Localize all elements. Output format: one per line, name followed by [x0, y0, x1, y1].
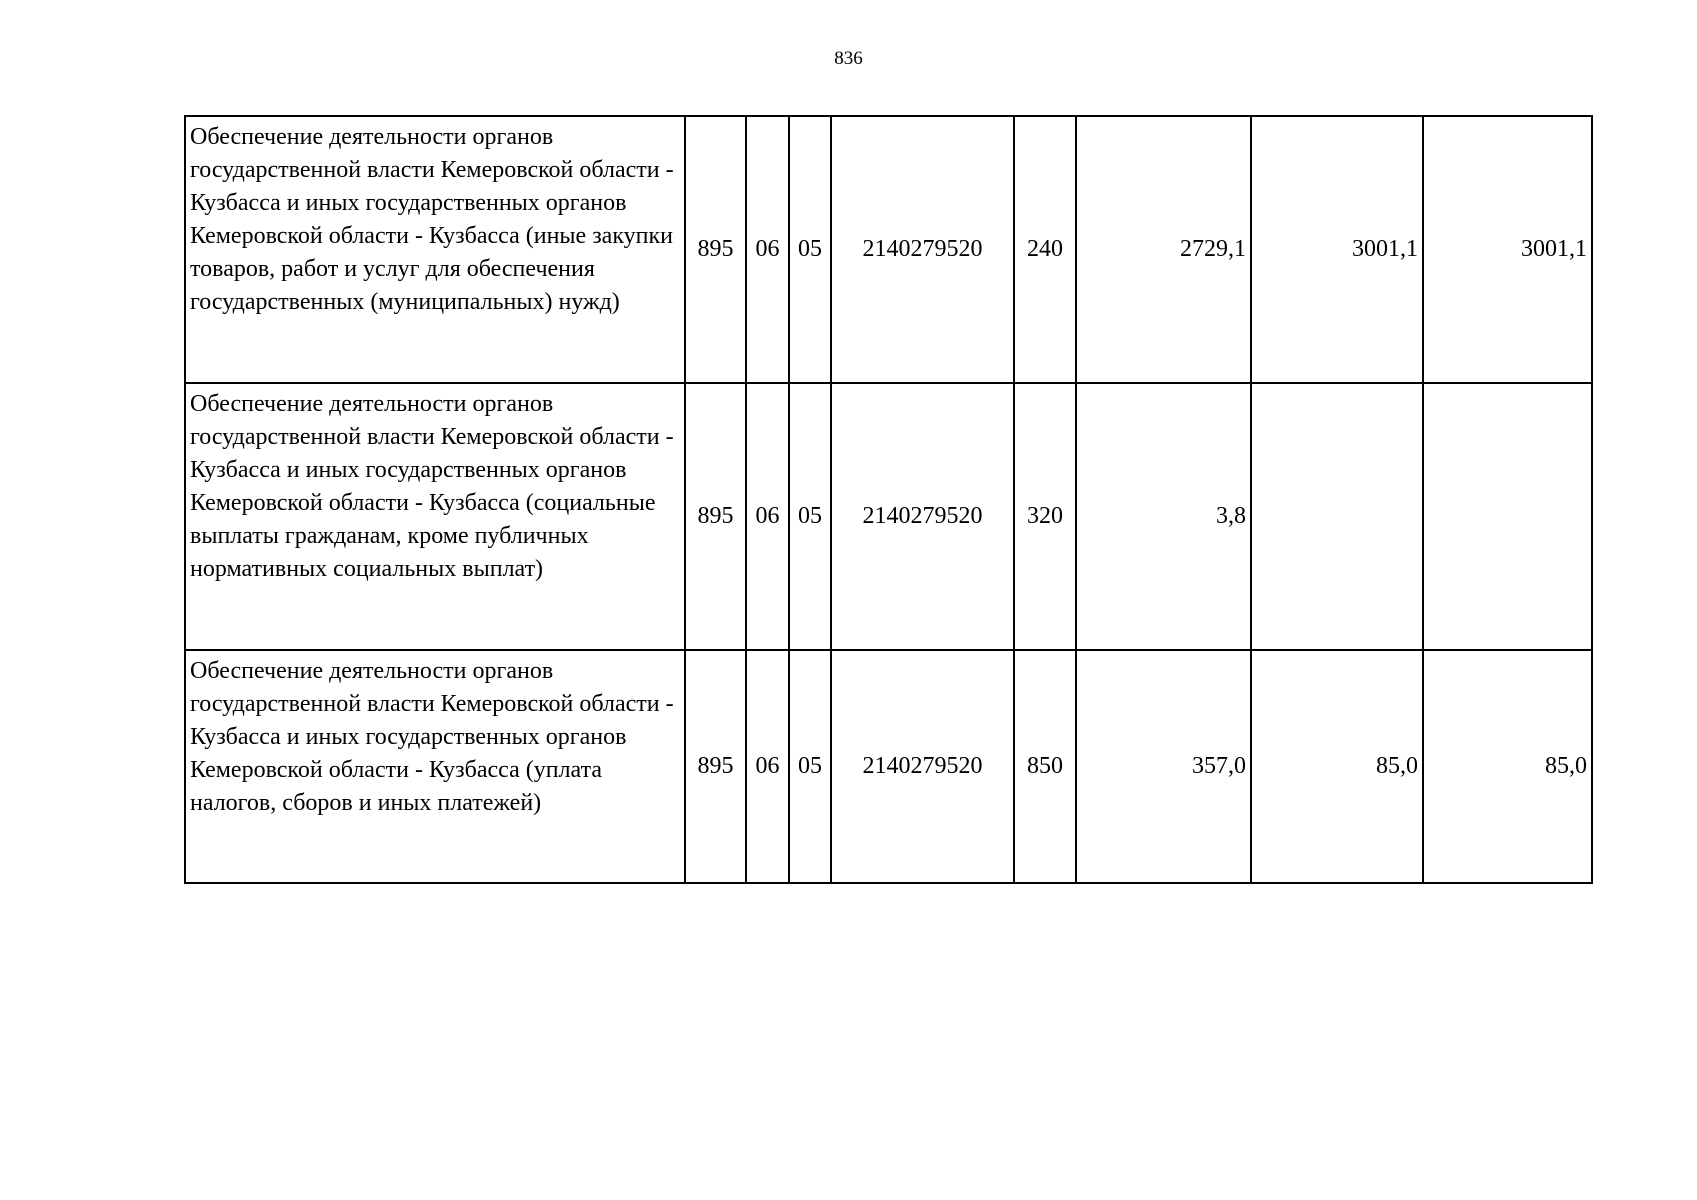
ministry-code: 895: [685, 650, 746, 883]
expense-type-code: 240: [1014, 116, 1076, 383]
subsection-code: 05: [789, 383, 831, 650]
amount-year-3: 3001,1: [1423, 116, 1592, 383]
page-number: 836: [834, 48, 863, 69]
row-description: Обеспечение деятельности органов государственной власти Кемеровской области - Кузбасса и иных государственных органов Кемеровской области - Кузбасса (уплата налогов, сборов и иных платежей): [185, 650, 685, 883]
target-article-code: 2140279520: [831, 650, 1014, 883]
target-article-code: 2140279520: [831, 383, 1014, 650]
subsection-code: 05: [789, 650, 831, 883]
amount-year-1: 3,8: [1076, 383, 1251, 650]
amount-year-2: [1251, 383, 1423, 650]
amount-year-2: 3001,1: [1251, 116, 1423, 383]
row-description: Обеспечение деятельности органов государственной власти Кемеровской области - Кузбасса и иных государственных органов Кемеровской области - Кузбасса (иные закупки товаров, работ и услуг для обеспечения государственных (муниципальных) нужд): [185, 116, 685, 383]
section-code: 06: [746, 116, 789, 383]
amount-year-2: 85,0: [1251, 650, 1423, 883]
ministry-code: 895: [685, 383, 746, 650]
expense-type-code: 320: [1014, 383, 1076, 650]
table-row: [185, 383, 1592, 650]
amount-year-3: [1423, 383, 1592, 650]
expense-type-code: 850: [1014, 650, 1076, 883]
budget-table: [184, 115, 1593, 884]
ministry-code: 895: [685, 116, 746, 383]
amount-year-3: 85,0: [1423, 650, 1592, 883]
table-row: [185, 650, 1592, 883]
amount-year-1: 2729,1: [1076, 116, 1251, 383]
section-code: 06: [746, 383, 789, 650]
subsection-code: 05: [789, 116, 831, 383]
target-article-code: 2140279520: [831, 116, 1014, 383]
row-description: Обеспечение деятельности органов государственной власти Кемеровской области - Кузбасса и иных государственных органов Кемеровской области - Кузбасса (социальные выплаты гражданам, кроме публичных нормативных социальных выплат): [185, 383, 685, 650]
section-code: 06: [746, 650, 789, 883]
table-row: [185, 116, 1592, 383]
amount-year-1: 357,0: [1076, 650, 1251, 883]
